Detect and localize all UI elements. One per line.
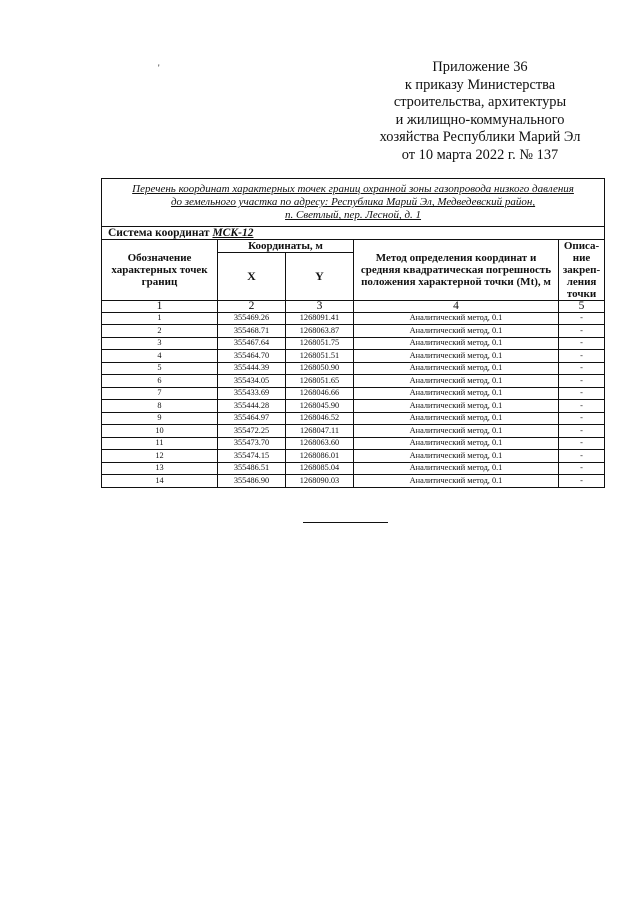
x-cell: 355444.39 — [218, 362, 286, 375]
point-cell: 11 — [102, 437, 218, 450]
fixing-cell: - — [559, 362, 605, 375]
table-row — [102, 350, 605, 363]
method-cell: Аналитический метод, 0.1 — [354, 362, 559, 375]
x-cell: 355469.26 — [218, 312, 286, 325]
point-cell: 8 — [102, 400, 218, 413]
table-row — [102, 387, 605, 400]
table-row — [102, 325, 605, 338]
y-cell: 1268050.90 — [286, 362, 354, 375]
point-cell: 14 — [102, 475, 218, 488]
header-x: X — [218, 253, 286, 300]
x-cell: 355464.70 — [218, 350, 286, 363]
method-cell: Аналитический метод, 0.1 — [354, 375, 559, 388]
table-row — [102, 462, 605, 475]
table-row — [102, 450, 605, 463]
column-number: 1 — [102, 300, 218, 312]
table-row — [102, 412, 605, 425]
x-cell: 355486.51 — [218, 462, 286, 475]
method-cell: Аналитический метод, 0.1 — [354, 462, 559, 475]
fixing-cell: - — [559, 475, 605, 488]
method-cell: Аналитический метод, 0.1 — [354, 412, 559, 425]
method-cell: Аналитический метод, 0.1 — [354, 387, 559, 400]
y-cell: 1268063.60 — [286, 437, 354, 450]
point-cell: 3 — [102, 337, 218, 350]
table-row — [102, 425, 605, 438]
method-cell: Аналитический метод, 0.1 — [354, 350, 559, 363]
point-cell: 4 — [102, 350, 218, 363]
table-row — [102, 375, 605, 388]
table-row — [102, 312, 605, 325]
x-cell: 355444.28 — [218, 400, 286, 413]
fixing-cell: - — [559, 350, 605, 363]
caption-line: п. Светлый, пер. Лесной, д. 1 — [285, 209, 422, 222]
x-cell: 355474.15 — [218, 450, 286, 463]
x-cell: 355468.71 — [218, 325, 286, 338]
y-cell: 1268090.03 — [286, 475, 354, 488]
coordinate-system-label: Система координат — [108, 226, 210, 239]
method-cell: Аналитический метод, 0.1 — [354, 400, 559, 413]
x-cell: 355467.64 — [218, 337, 286, 350]
appendix-line: хозяйства Республики Марий Эл — [379, 129, 581, 145]
appendix-line: к приказу Министерства — [404, 76, 556, 93]
x-cell: 355473.70 — [218, 437, 286, 450]
y-cell: 1268046.52 — [286, 412, 354, 425]
point-cell: 6 — [102, 375, 218, 388]
table-row — [102, 362, 605, 375]
fixing-cell: - — [559, 437, 605, 450]
header-y: Y — [286, 253, 354, 300]
y-cell: 1268063.87 — [286, 325, 354, 338]
y-cell: 1268051.51 — [286, 350, 354, 363]
appendix-header — [360, 59, 600, 164]
fixing-cell: - — [559, 412, 605, 425]
table-caption-cell — [102, 179, 605, 227]
y-cell: 1268047.11 — [286, 425, 354, 438]
header-method: Метод определения координат и средняя квадратическая погрешность положения характерной точки (Mt), м — [354, 239, 559, 300]
closing-rule — [303, 522, 388, 523]
fixing-cell: - — [559, 312, 605, 325]
header-coordinates: Координаты, м — [218, 239, 354, 253]
y-cell: 1268051.65 — [286, 375, 354, 388]
fixing-cell: - — [559, 337, 605, 350]
point-cell: 1 — [102, 312, 218, 325]
table-row — [102, 475, 605, 488]
point-cell: 13 — [102, 462, 218, 475]
fixing-cell: - — [559, 387, 605, 400]
fixing-cell: - — [559, 462, 605, 475]
y-cell: 1268046.66 — [286, 387, 354, 400]
y-cell: 1268045.90 — [286, 400, 354, 413]
point-cell: 10 — [102, 425, 218, 438]
method-cell: Аналитический метод, 0.1 — [354, 325, 559, 338]
point-cell: 12 — [102, 450, 218, 463]
coordinates-table — [101, 178, 605, 488]
fixing-cell: - — [559, 375, 605, 388]
y-cell: 1268091.41 — [286, 312, 354, 325]
point-cell: 9 — [102, 412, 218, 425]
fixing-cell: - — [559, 450, 605, 463]
y-cell: 1268086.01 — [286, 450, 354, 463]
fixing-cell: - — [559, 325, 605, 338]
x-cell: 355434.05 — [218, 375, 286, 388]
column-number: 3 — [286, 300, 354, 312]
appendix-line: от 10 марта 2022 г. № 137 — [401, 146, 559, 163]
fixing-cell: - — [559, 400, 605, 413]
method-cell: Аналитический метод, 0.1 — [354, 312, 559, 325]
x-cell: 355472.25 — [218, 425, 286, 438]
y-cell: 1268051.75 — [286, 337, 354, 350]
coordinate-system-row — [102, 226, 605, 239]
table-row — [102, 337, 605, 350]
appendix-line: и жилищно-коммунального — [395, 111, 565, 128]
y-cell: 1268085.04 — [286, 462, 354, 475]
x-cell: 355464.97 — [218, 412, 286, 425]
method-cell: Аналитический метод, 0.1 — [354, 475, 559, 488]
appendix-line: строительства, архитектуры — [393, 94, 567, 110]
column-number: 4 — [354, 300, 559, 312]
scan-mark: ' — [158, 63, 160, 73]
method-cell: Аналитический метод, 0.1 — [354, 437, 559, 450]
point-cell: 7 — [102, 387, 218, 400]
x-cell: 355486.90 — [218, 475, 286, 488]
caption-line: Перечень координат характерных точек границ охранной зоны газопровода низкого давления — [132, 183, 574, 195]
method-cell: Аналитический метод, 0.1 — [354, 337, 559, 350]
table-row — [102, 400, 605, 413]
table-row — [102, 437, 605, 450]
method-cell: Аналитический метод, 0.1 — [354, 425, 559, 438]
header-fixing: Описа-ние закреп-ления точки — [559, 239, 605, 300]
header-designation: Обозначение характерных точек границ — [102, 239, 218, 300]
x-cell: 355433.69 — [218, 387, 286, 400]
point-cell: 5 — [102, 362, 218, 375]
fixing-cell: - — [559, 425, 605, 438]
table-caption — [102, 179, 604, 226]
column-number: 2 — [218, 300, 286, 312]
point-cell: 2 — [102, 325, 218, 338]
appendix-line: Приложение 36 — [432, 59, 528, 75]
coordinate-system-value: МСК-12 — [212, 226, 254, 239]
caption-line: до земельного участка по адресу: Республика Марий Эл, Медведевский район, — [170, 196, 536, 209]
column-number: 5 — [559, 300, 605, 312]
method-cell: Аналитический метод, 0.1 — [354, 450, 559, 463]
